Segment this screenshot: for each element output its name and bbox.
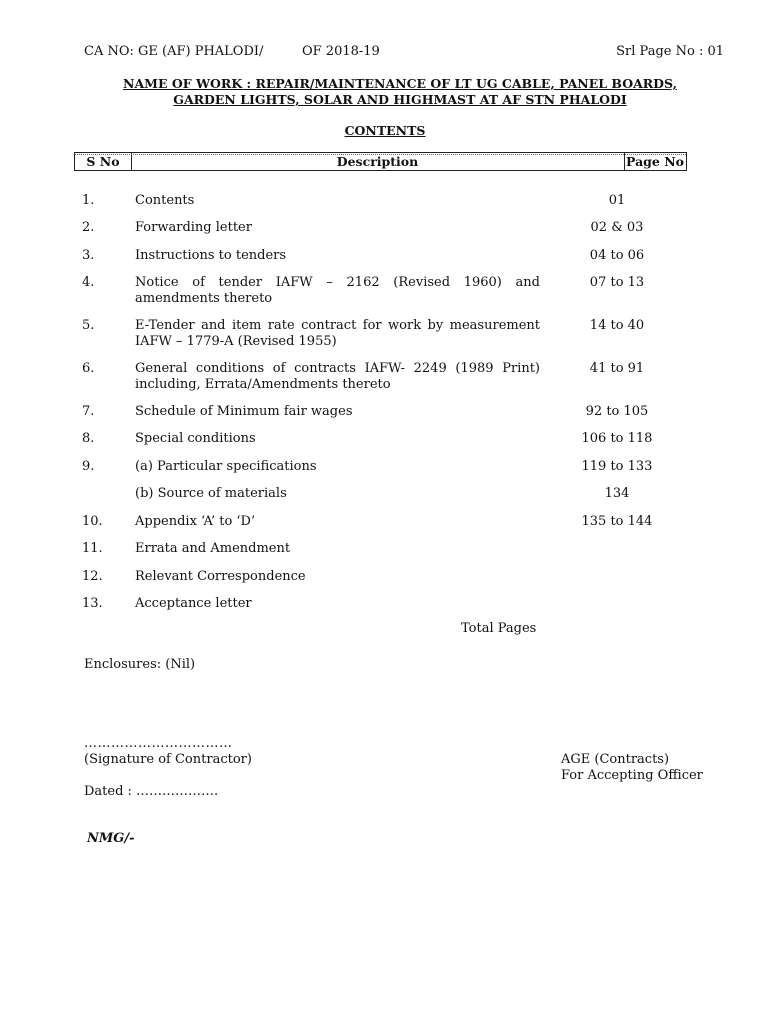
row-page: 07 to 13 bbox=[589, 275, 645, 290]
row-sno: 2. bbox=[82, 220, 95, 235]
title-line-1: NAME OF WORK : REPAIR/MAINTENANCE OF LT UG CABLE, PANEL BOARDS, bbox=[123, 76, 677, 91]
officer-title: AGE (Contracts) bbox=[561, 752, 670, 767]
row-page: 106 to 118 bbox=[581, 431, 653, 446]
row-page: 134 bbox=[604, 486, 630, 501]
total-pages-label: Total Pages bbox=[461, 621, 537, 636]
row-sno: 4. bbox=[82, 275, 95, 290]
footer-initials: NMG/- bbox=[87, 831, 135, 846]
name-of-work-title bbox=[95, 76, 705, 108]
row-description: (b) Source of materials bbox=[135, 486, 287, 501]
contents-heading: CONTENTS bbox=[344, 123, 426, 138]
page-header bbox=[84, 44, 724, 62]
header-description: Description bbox=[131, 153, 625, 170]
row-sno: 9. bbox=[82, 459, 95, 474]
serial-page-number: Srl Page No : 01 bbox=[616, 44, 724, 59]
row-sno: 8. bbox=[82, 431, 95, 446]
row-sno: 5. bbox=[82, 318, 95, 333]
contract-year: OF 2018-19 bbox=[302, 44, 380, 59]
row-page: 119 to 133 bbox=[581, 459, 653, 474]
row-sno: 6. bbox=[82, 361, 95, 376]
row-description: Relevant Correspondence bbox=[135, 569, 306, 584]
row-description: Contents bbox=[135, 193, 195, 208]
row-description: (a) Particular specifications bbox=[135, 459, 317, 474]
row-page: 04 to 06 bbox=[589, 248, 645, 263]
row-description: Appendix ‘A’ to ‘D’ bbox=[135, 514, 256, 529]
accepting-officer-block bbox=[561, 752, 703, 784]
row-page: 02 & 03 bbox=[590, 220, 644, 235]
row-page: 92 to 105 bbox=[585, 404, 649, 419]
enclosures: Enclosures: (Nil) bbox=[84, 657, 196, 672]
row-sno: 12. bbox=[82, 569, 103, 584]
row-sno: 10. bbox=[82, 514, 103, 529]
row-description: Acceptance letter bbox=[135, 596, 252, 611]
row-sno: 13. bbox=[82, 596, 103, 611]
row-sno: 1. bbox=[82, 193, 95, 208]
header-page-no: Page No bbox=[626, 154, 684, 169]
row-description: Special conditions bbox=[135, 431, 256, 446]
row-page: 41 to 91 bbox=[589, 361, 645, 376]
row-sno: 3. bbox=[82, 248, 95, 263]
signature-line: …………………………… bbox=[84, 736, 233, 751]
header-sno: S No bbox=[75, 153, 132, 170]
row-sno: 7. bbox=[82, 404, 95, 419]
table-header bbox=[74, 152, 687, 171]
row-description: E-Tender and item rate contract for work by measurement IAFW – 1779-A (Revised 1955) bbox=[135, 318, 540, 349]
row-description: Errata and Amendment bbox=[135, 541, 291, 556]
ca-number: CA NO: GE (AF) PHALODI/ bbox=[84, 44, 264, 59]
row-description: Schedule of Minimum fair wages bbox=[135, 404, 353, 419]
row-page: 01 bbox=[608, 193, 626, 208]
row-sno: 11. bbox=[82, 541, 103, 556]
row-page: 14 to 40 bbox=[589, 318, 645, 333]
row-description: General conditions of contracts IAFW- 2249 (1989 Print) including, Errata/Amendments thereto bbox=[135, 361, 540, 392]
title-line-2: GARDEN LIGHTS, SOLAR AND HIGHMAST AT AF STN PHALODI bbox=[173, 92, 627, 107]
officer-role: For Accepting Officer bbox=[561, 768, 703, 783]
dated-line: Dated : ………………. bbox=[84, 784, 219, 799]
contractor-signature-label: (Signature of Contractor) bbox=[84, 752, 252, 767]
row-page: 135 to 144 bbox=[581, 514, 653, 529]
row-description: Notice of tender IAFW – 2162 (Revised 1960) and amendments thereto bbox=[135, 275, 540, 306]
row-description: Instructions to tenders bbox=[135, 248, 287, 263]
row-description: Forwarding letter bbox=[135, 220, 252, 235]
